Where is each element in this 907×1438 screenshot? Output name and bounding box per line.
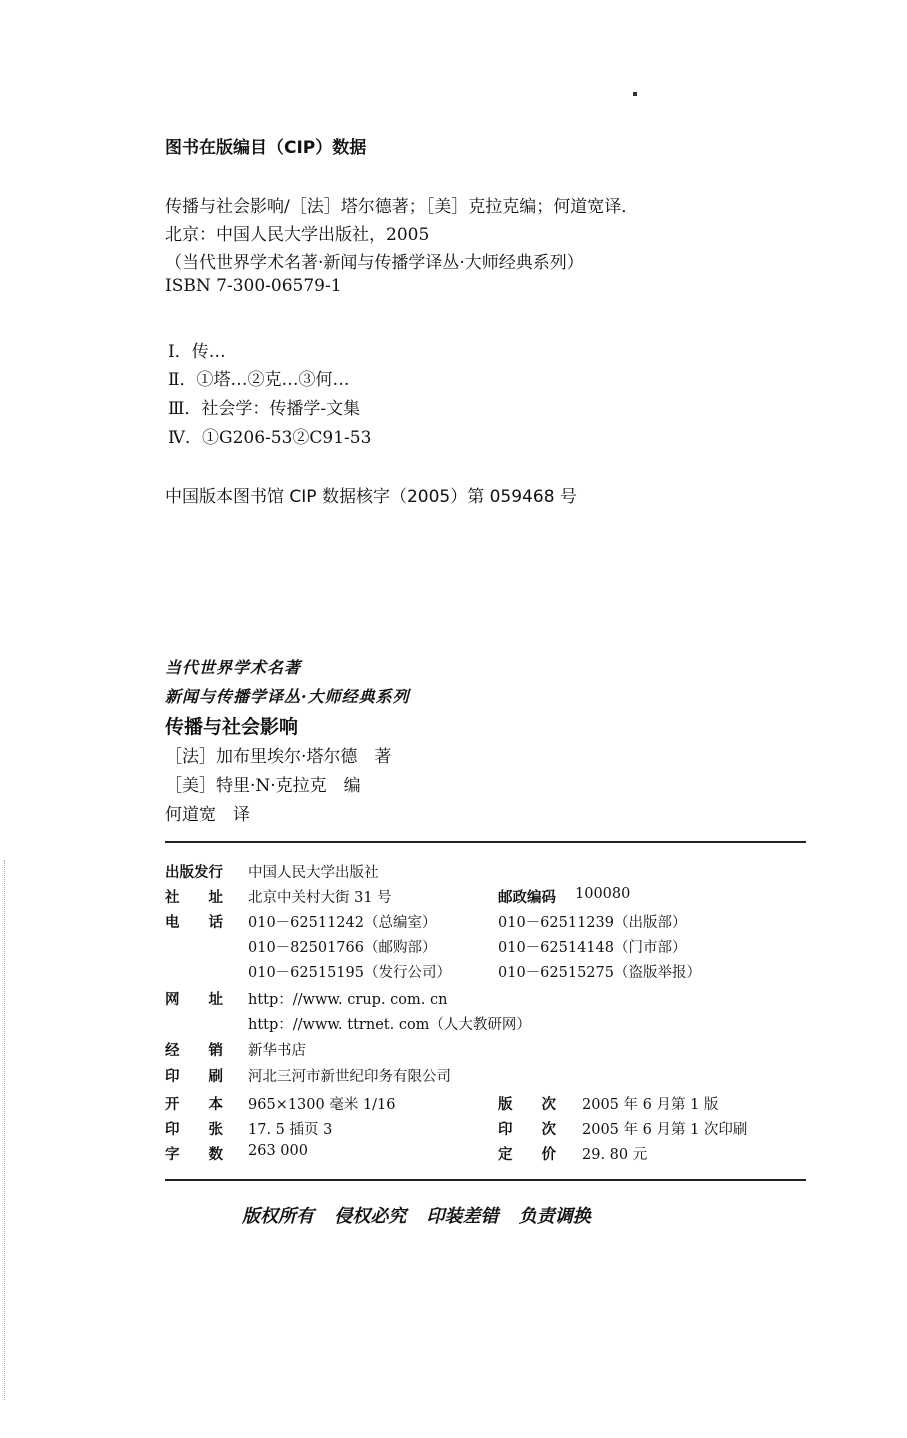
scan-speck bbox=[633, 92, 637, 96]
phone-production: 010－62511239（出版部） bbox=[498, 915, 687, 931]
phone-distribution: 010－62515195（发行公司） bbox=[248, 965, 451, 981]
distributor-label: 经 销 bbox=[165, 1043, 223, 1059]
credit-translator: 何道宽 译 bbox=[165, 805, 250, 825]
publisher-label: 出版发行 bbox=[165, 865, 223, 881]
cip-index-2: Ⅱ．①塔…②克…③何… bbox=[168, 370, 350, 390]
cip-index-4: Ⅳ．①G206-53②C91-53 bbox=[168, 428, 372, 448]
cip-heading: 图书在版编目（CIP）数据 bbox=[165, 138, 367, 158]
cip-check-number: 中国版本图书馆 CIP 数据核字（2005）第 059468 号 bbox=[165, 487, 577, 507]
address-value: 北京中关村大街 31 号 bbox=[248, 890, 392, 906]
phone-mail-order: 010－82501766（邮购部） bbox=[248, 940, 437, 956]
copyright-notice: 版权所有 侵权必究 印装差错 负责调换 bbox=[242, 1206, 591, 1227]
phone-retail: 010－62514148（门市部） bbox=[498, 940, 687, 956]
series-subname: 新闻与传播学译丛·大师经典系列 bbox=[165, 687, 410, 706]
book-title: 传播与社会影响 bbox=[165, 716, 299, 738]
web-label: 网 址 bbox=[165, 992, 223, 1008]
imprint-top-rule bbox=[165, 841, 806, 843]
address-label: 社 址 bbox=[165, 890, 223, 906]
edition-label: 版 次 bbox=[498, 1097, 556, 1113]
cip-index-1: Ⅰ．传… bbox=[168, 342, 226, 362]
distributor-value: 新华书店 bbox=[248, 1043, 306, 1059]
printer-value: 河北三河市新世纪印务有限公司 bbox=[248, 1069, 451, 1085]
credit-editor: ［美］特里·N·克拉克 编 bbox=[165, 776, 361, 796]
words-label: 字 数 bbox=[165, 1147, 223, 1163]
sheets-value: 17. 5 插页 3 bbox=[248, 1122, 333, 1138]
cip-line-series: （当代世界学术名著·新闻与传播学译丛·大师经典系列） bbox=[165, 253, 584, 273]
series-name: 当代世界学术名著 bbox=[165, 658, 302, 677]
web-url-2[interactable]: http：//www. ttrnet. com（人大教研网） bbox=[248, 1017, 531, 1033]
printing-label: 印 次 bbox=[498, 1122, 556, 1138]
cip-index-3: Ⅲ．社会学：传播学-文集 bbox=[168, 399, 361, 419]
printer-label: 印 刷 bbox=[165, 1069, 223, 1085]
edition-value: 2005 年 6 月第 1 版 bbox=[582, 1097, 719, 1113]
cip-line-title: 传播与社会影响/［法］塔尔德著；［美］克拉克编；何道宽译． bbox=[165, 197, 639, 217]
imprint-bottom-rule bbox=[165, 1179, 806, 1181]
web-url-1[interactable]: http：//www. crup. com. cn bbox=[248, 992, 448, 1008]
phone-piracy-report: 010－62515275（盗版举报） bbox=[498, 965, 701, 981]
publisher-value: 中国人民大学出版社 bbox=[248, 865, 379, 881]
price-label: 定 价 bbox=[498, 1147, 556, 1163]
format-value: 965×1300 毫米 1/16 bbox=[248, 1097, 396, 1113]
scan-margin-line bbox=[4, 860, 6, 1400]
postcode-value: 100080 bbox=[575, 886, 631, 902]
cip-line-isbn: ISBN 7-300-06579-1 bbox=[165, 276, 342, 296]
price-value: 29. 80 元 bbox=[582, 1147, 648, 1163]
credit-author: ［法］加布里埃尔·塔尔德 著 bbox=[165, 747, 392, 767]
words-value: 263 000 bbox=[248, 1143, 308, 1159]
phone-editorial: 010－62511242（总编室） bbox=[248, 915, 437, 931]
printing-value: 2005 年 6 月第 1 次印刷 bbox=[582, 1122, 748, 1138]
cip-line-publisher: 北京：中国人民大学出版社，2005 bbox=[165, 225, 430, 245]
sheets-label: 印 张 bbox=[165, 1122, 223, 1138]
phone-label: 电 话 bbox=[165, 915, 223, 931]
format-label: 开 本 bbox=[165, 1097, 223, 1113]
postcode-label: 邮政编码 bbox=[498, 890, 556, 906]
